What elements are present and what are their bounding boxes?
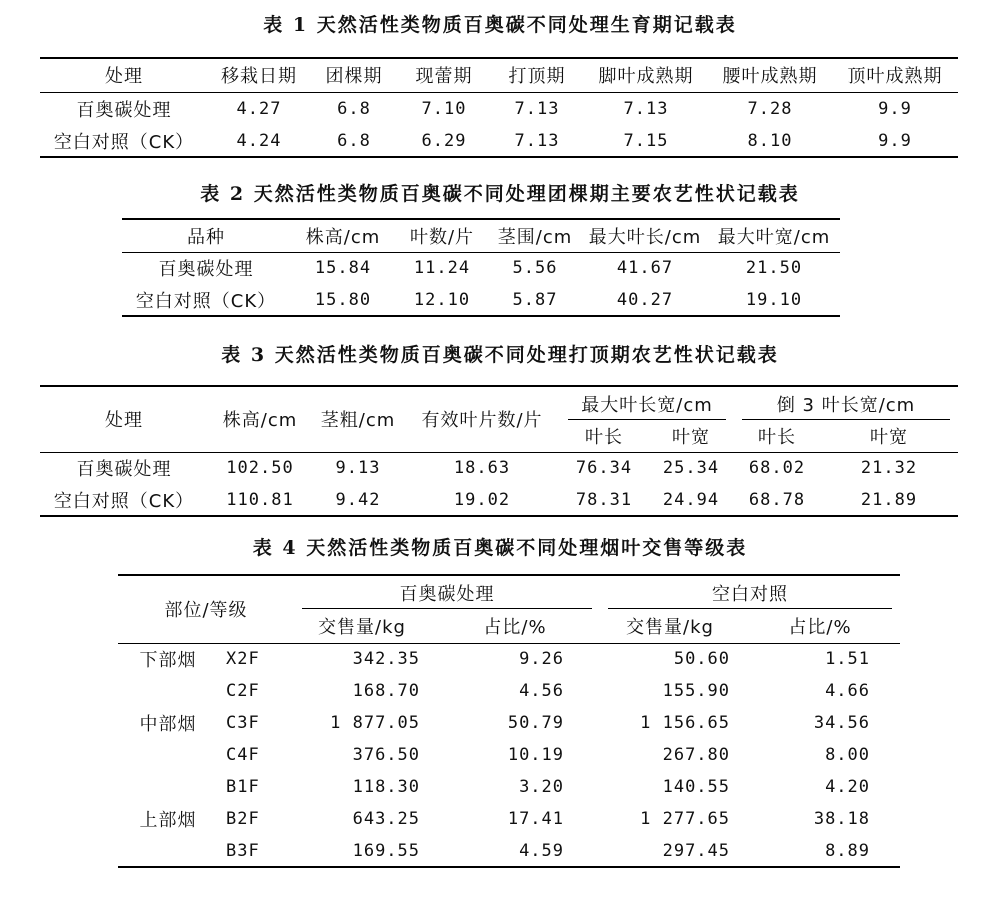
table-row	[118, 675, 900, 707]
table-cell: 15.80	[314, 289, 372, 310]
table4-header-part: 部位/等级	[118, 575, 294, 643]
table-cell: 10.19	[507, 745, 565, 765]
table-cell: 38.18	[813, 809, 871, 829]
table4-caption: 表 4 天然活性类物质百奥碳不同处理烟叶交售等级表	[252, 537, 748, 559]
table-cell: 9.42	[335, 489, 381, 510]
table-cell: 7.13	[623, 98, 669, 119]
table-row	[118, 707, 900, 739]
table-cell: 68.78	[748, 489, 806, 510]
table1-header-row	[40, 58, 958, 92]
table-cell: 8.89	[825, 840, 871, 861]
table-cell: 5.87	[512, 289, 558, 310]
table2-header: 株高/cm	[305, 226, 381, 248]
table4-subheader: 交售量/kg	[318, 616, 406, 638]
table-cell: 21.32	[860, 458, 918, 479]
part-label: 中部烟	[139, 714, 197, 735]
table-cell: 19.10	[745, 289, 803, 310]
table-cell: 7.15	[623, 130, 669, 151]
table-cell: 155.90	[662, 681, 731, 701]
table-cell: 百奥碳处理	[76, 459, 172, 481]
grade-cell: B2F	[226, 809, 260, 829]
table-row	[122, 284, 840, 316]
table-cell: 118.30	[352, 777, 421, 797]
part-label-empty	[118, 739, 218, 771]
table4	[118, 574, 900, 868]
table-cell: 11.24	[413, 258, 471, 279]
table-cell: 376.50	[352, 745, 421, 765]
table-cell: 50.60	[673, 649, 731, 670]
table-cell: 68.02	[748, 458, 806, 479]
table-cell: 空白对照（CK）	[135, 290, 277, 312]
table-cell: 百奥碳处理	[76, 99, 172, 121]
part-label: 上部烟	[139, 810, 197, 831]
table-cell: 4.66	[825, 681, 871, 701]
table4-subheader: 交售量/kg	[626, 616, 714, 638]
table3-header-row	[40, 386, 958, 420]
table-cell: 4.27	[236, 98, 282, 119]
table-cell: 643.25	[352, 809, 421, 829]
table3-group-header: 倒 3 叶长宽/cm	[734, 386, 958, 420]
table-cell: 7.10	[421, 98, 467, 119]
table-cell: 百奥碳处理	[158, 259, 254, 281]
table-cell: 21.50	[745, 258, 803, 279]
table-cell: 6.8	[337, 130, 371, 151]
table-cell: 9.26	[519, 649, 565, 670]
table-cell: 169.55	[352, 840, 421, 861]
grade-cell: X2F	[226, 649, 260, 670]
table-cell: 9.9	[878, 130, 912, 151]
table-row	[122, 252, 840, 284]
table-row	[118, 803, 900, 835]
grade-cell: C2F	[226, 681, 260, 701]
table-row	[40, 484, 958, 516]
table-cell: 8.00	[825, 745, 871, 765]
part-label-empty	[118, 771, 218, 803]
table-cell: 110.81	[226, 489, 294, 510]
table-cell: 1 277.65	[640, 809, 731, 829]
table-cell: 297.45	[662, 840, 731, 861]
table1-header: 顶叶成熟期	[847, 66, 943, 88]
table-cell: 7.13	[514, 130, 560, 151]
table1-header: 现蕾期	[415, 66, 473, 88]
table-cell: 50.79	[507, 713, 565, 733]
table-cell: 19.02	[453, 489, 511, 510]
part-label-empty	[118, 835, 218, 867]
table3-group-header: 最大叶长宽/cm	[560, 386, 734, 420]
table-cell: 1 877.05	[330, 713, 421, 733]
grade-cell: B1F	[226, 777, 260, 797]
table-cell: 78.31	[575, 489, 633, 510]
grade-cell: C4F	[226, 745, 260, 765]
table-cell: 342.35	[352, 649, 421, 670]
table-cell: 7.28	[747, 98, 793, 119]
table3-header: 株高/cm	[208, 386, 312, 452]
table4-subheader: 占比/%	[483, 616, 547, 638]
table2-header-row	[122, 219, 840, 252]
table-cell: 6.8	[337, 98, 371, 119]
table1-header: 打顶期	[508, 66, 566, 88]
table3-header: 茎粗/cm	[312, 386, 404, 452]
table3-subheader: 叶宽	[870, 426, 908, 448]
table2-header: 茎围/cm	[497, 226, 573, 248]
grade-cell: C3F	[226, 713, 260, 733]
table4-subheader: 占比/%	[788, 616, 852, 638]
table4-header-row	[118, 575, 900, 609]
table-cell: 1 156.65	[640, 713, 731, 733]
table-row	[118, 771, 900, 803]
table-cell: 3.20	[519, 777, 565, 797]
table-cell: 21.89	[860, 489, 918, 510]
table-cell: 空白对照（CK）	[53, 490, 195, 512]
table1	[40, 57, 958, 158]
table-cell: 168.70	[352, 681, 421, 701]
table-cell: 76.34	[575, 458, 633, 479]
table-cell: 6.29	[421, 130, 467, 151]
table-cell: 7.13	[514, 98, 560, 119]
table2	[122, 218, 840, 317]
table-row	[118, 739, 900, 771]
table-cell: 4.20	[825, 777, 871, 797]
table-cell: 4.24	[236, 130, 282, 151]
table-cell: 15.84	[314, 258, 372, 279]
table3	[40, 385, 958, 517]
table-cell: 9.13	[335, 458, 381, 479]
table1-header: 腰叶成熟期	[722, 66, 818, 88]
table4-group-header: 百奥碳处理	[294, 575, 600, 609]
table-cell: 9.9	[878, 98, 912, 119]
table-cell: 18.63	[453, 458, 511, 479]
table-cell: 12.10	[413, 289, 471, 310]
table-row	[118, 643, 900, 675]
table-cell: 17.41	[507, 809, 565, 829]
part-label: 下部烟	[139, 650, 197, 672]
table1-header: 移栽日期	[221, 66, 297, 88]
table2-header: 最大叶长/cm	[588, 226, 702, 248]
table-row	[40, 125, 958, 157]
table1-header: 团棵期	[325, 66, 383, 88]
table-cell: 25.34	[662, 458, 720, 479]
table3-caption: 表 3 天然活性类物质百奥碳不同处理打顶期农艺性状记载表	[221, 344, 779, 366]
table1-caption: 表 1 天然活性类物质百奥碳不同处理生育期记载表	[263, 14, 737, 36]
table-row	[40, 452, 958, 484]
table-cell: 8.10	[747, 130, 793, 151]
table1-header: 脚叶成熟期	[598, 66, 694, 88]
table-cell: 102.50	[226, 458, 294, 479]
table-cell: 34.56	[813, 713, 871, 733]
table-cell: 267.80	[662, 745, 731, 765]
table2-header: 品种	[187, 226, 225, 248]
table2-header: 叶数/片	[409, 226, 475, 248]
table-cell: 空白对照（CK）	[53, 131, 195, 153]
table3-subheader: 叶长	[585, 426, 623, 448]
table3-header: 处理	[40, 386, 208, 452]
table-cell: 40.27	[616, 289, 674, 310]
table-cell: 5.56	[512, 258, 558, 279]
table-cell: 1.51	[825, 649, 871, 670]
table-cell: 140.55	[662, 777, 731, 797]
table3-header: 有效叶片数/片	[404, 386, 560, 452]
table4-group-header: 空白对照	[600, 575, 900, 609]
part-label-empty	[118, 675, 218, 707]
table-cell: 4.59	[519, 840, 565, 861]
table-cell: 24.94	[662, 489, 720, 510]
table2-header: 最大叶宽/cm	[717, 226, 831, 248]
grade-cell: B3F	[226, 840, 260, 861]
table2-caption: 表 2 天然活性类物质百奥碳不同处理团棵期主要农艺性状记载表	[200, 183, 800, 205]
table3-subheader: 叶长	[758, 426, 796, 448]
table-cell: 4.56	[519, 681, 565, 701]
table-row	[40, 92, 958, 125]
table1-header: 处理	[105, 66, 143, 88]
table-row	[118, 835, 900, 867]
table-cell: 41.67	[616, 258, 674, 279]
table3-subheader: 叶宽	[672, 426, 710, 448]
